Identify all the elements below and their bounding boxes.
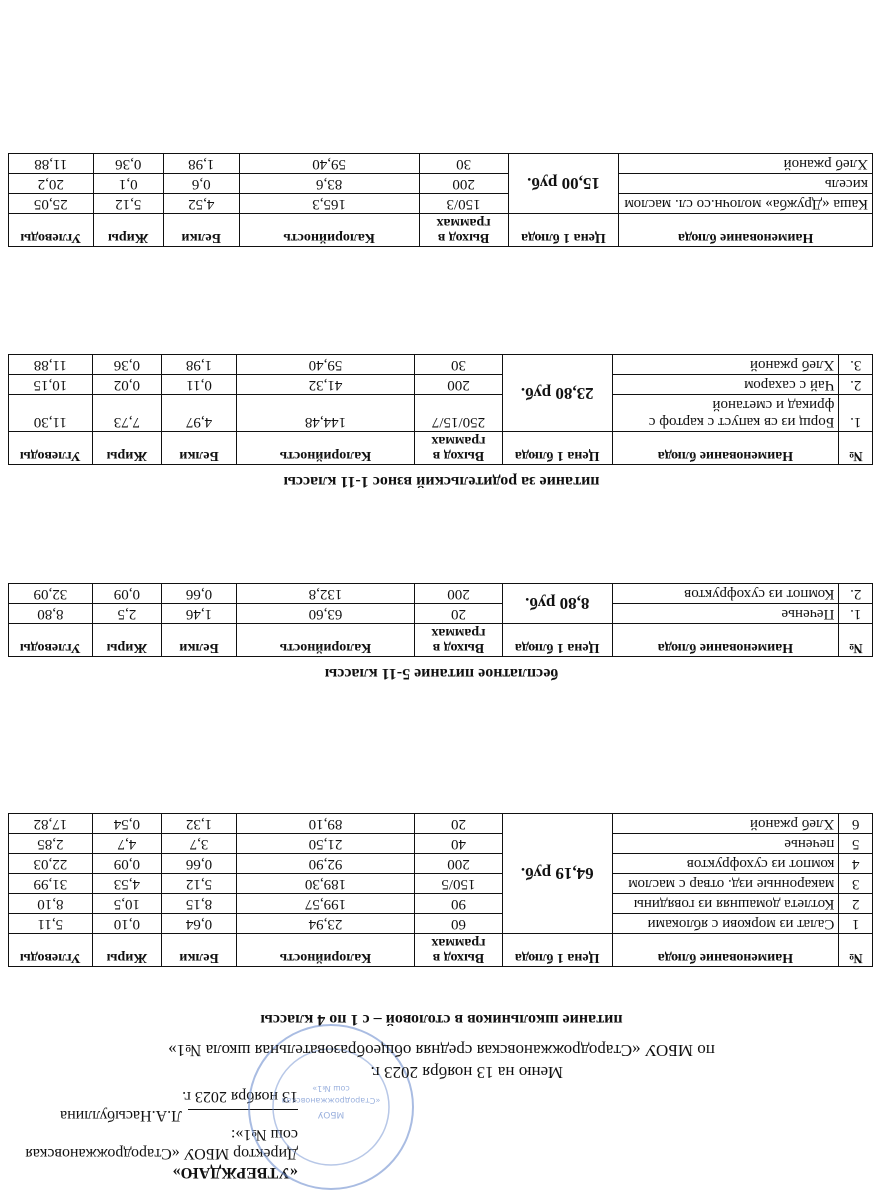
cell-carbs: 10,15 [9,375,93,395]
cell-output: 40 [414,834,502,854]
cell-fats: 0,54 [92,814,161,834]
svg-text:«Стародрожжановская: «Стародрожжановская [281,1096,381,1105]
col-calories: Калорийность [239,214,419,247]
approval-title: «УТВЕРЖДАЮ» [172,1164,298,1181]
cell-calories: 132,8 [236,584,414,604]
cell-price: 8,80 руб. [502,584,612,624]
col-fats: Жиры [92,934,161,967]
cell-proteins: 8,15 [162,894,237,914]
cell-dish: Печенье [612,604,839,624]
svg-text:сош №1»: сош №1» [312,1084,350,1093]
cell-carbs: 8,10 [9,894,93,914]
table-row [9,874,873,894]
cell-fats: 4,7 [92,834,161,854]
cell-fats: 4,53 [92,874,161,894]
cell-calories: 41,32 [236,375,414,395]
table-row [9,355,873,375]
table-header-row [9,624,873,657]
cell-fats: 0,36 [92,355,161,375]
col-fats: Жиры [92,624,161,657]
cell-output: 200 [419,174,508,194]
table-header-row [9,934,873,967]
table-row [9,194,873,214]
cell-fats: 0,10 [92,914,161,934]
table-row [9,894,873,914]
col-proteins: Белки [163,214,239,247]
cell-carbs: 22,03 [9,854,93,874]
approval-date: 13 ноября 2023 г. [182,1088,298,1105]
menu-table-breakfast [8,153,873,247]
cell-calories: 59,40 [239,154,419,174]
cell-proteins: 1,32 [162,814,237,834]
cell-output: 20 [414,604,502,624]
cell-output: 30 [414,355,502,375]
col-carbs: Углеводы [9,432,93,465]
table-row [9,395,873,432]
cell-calories: 92,90 [236,854,414,874]
cell-dish: Борщ из св капуст с картоф с фрикад и сметаной [612,395,839,432]
cell-carbs: 5,11 [9,914,93,934]
cell-dish: Каша «Дружба» молочн.со сл. маслом [619,194,873,214]
cell-calories: 63,60 [236,604,414,624]
col-number: № [839,624,873,657]
cell-proteins: 0,6 [163,174,239,194]
cell-dish: кисель [619,174,873,194]
col-carbs: Углеводы [9,214,94,247]
col-number: № [839,934,873,967]
cell-output: 150/5 [414,874,502,894]
col-output: Выход в граммах [414,624,502,657]
cell-carbs: 20,2 [9,174,94,194]
col-output: Выход в граммах [419,214,508,247]
cell-output: 150/3 [419,194,508,214]
cell-fats: 10,5 [92,894,161,914]
cell-fats: 0,09 [92,854,161,874]
cell-fats: 0,1 [93,174,163,194]
cell-no: 3 [839,874,873,894]
cell-dish: Котлета домашняя из говядины [612,894,839,914]
table-row [9,604,873,624]
table-header-row [9,432,873,465]
cell-calories: 89,10 [236,814,414,834]
col-price: Цена 1 блюда [508,214,619,247]
col-output: Выход в граммах [414,432,502,465]
section-title-1-4: питание школьников в столовой – с 1 по 4 классы [260,1011,623,1028]
table-row [9,914,873,934]
cell-output: 250/15/7 [414,395,502,432]
menu-date: Меню на 13 ноября 2023 г. [370,1063,563,1082]
cell-no: 2. [839,375,873,395]
col-fats: Жиры [92,432,161,465]
cell-calories: 189,30 [236,874,414,894]
cell-calories: 199,57 [236,894,414,914]
cell-carbs: 2,85 [9,834,93,854]
table-header-row [9,214,873,247]
cell-no: 3. [839,355,873,375]
cell-dish: компот из сухофруктов [612,854,839,874]
cell-no: 6 [839,814,873,834]
cell-dish: Чай с сахаром [612,375,839,395]
cell-carbs: 11,30 [9,395,93,432]
cell-dish: печенье [612,834,839,854]
col-calories: Калорийность [236,432,414,465]
cell-calories: 21,50 [236,834,414,854]
cell-proteins: 1,46 [162,604,237,624]
svg-text:МБОУ: МБОУ [317,1109,345,1119]
cell-no: 2. [839,584,873,604]
col-price: Цена 1 блюда [502,432,612,465]
col-price: Цена 1 блюда [502,934,612,967]
col-dish-name: Наименование блюда [612,624,839,657]
cell-no: 5 [839,834,873,854]
col-number: № [839,432,873,465]
cell-fats: 7,73 [92,395,161,432]
col-fats: Жиры [93,214,163,247]
cell-no: 4 [839,854,873,874]
cell-output: 200 [414,375,502,395]
cell-fats: 0,09 [92,584,161,604]
cell-carbs: 11,88 [9,154,94,174]
cell-price: 64,19 руб. [502,814,612,934]
cell-calories: 59,40 [236,355,414,375]
col-proteins: Белки [162,934,237,967]
cell-proteins: 4,52 [163,194,239,214]
cell-carbs: 8,80 [9,604,93,624]
cell-fats: 5,12 [93,194,163,214]
cell-proteins: 3,7 [162,834,237,854]
section-title-parent-fee: питание за родительский взнос 1-11 классы [283,473,600,490]
table-row [9,814,873,834]
col-calories: Калорийность [236,624,414,657]
table-row [9,154,873,174]
cell-calories: 83,6 [239,174,419,194]
col-proteins: Белки [162,624,237,657]
col-carbs: Углеводы [9,624,93,657]
cell-dish: Хлеб ржаной [619,154,873,174]
col-proteins: Белки [162,432,237,465]
cell-no: 2 [839,894,873,914]
cell-carbs: 11,88 [9,355,93,375]
cell-output: 20 [414,814,502,834]
cell-dish: Хлеб ржаной [612,355,839,375]
cell-carbs: 31,99 [9,874,93,894]
cell-proteins: 5,12 [162,874,237,894]
col-output: Выход в граммах [414,934,502,967]
cell-fats: 0,36 [93,154,163,174]
cell-calories: 165,3 [239,194,419,214]
cell-no: 1. [839,604,873,624]
col-price: Цена 1 блюда [502,624,612,657]
cell-proteins: 1,98 [163,154,239,174]
school-title: по МБОУ «Стародрожжановская средняя общеобразовательная школа №1» [168,1041,715,1060]
cell-carbs: 25,05 [9,194,94,214]
table-row [9,854,873,874]
cell-no: 1. [839,395,873,432]
table-row [9,584,873,604]
cell-carbs: 32,09 [9,584,93,604]
cell-fats: 0,02 [92,375,161,395]
approval-signer: Л.А.Насыбуллина [60,1107,182,1124]
cell-price: 23,80 руб. [502,355,612,432]
menu-table-free-5-11 [8,583,873,657]
table-row [9,834,873,854]
approval-director: Директор МБОУ «Стародрожжановская сош №1»: [25,1126,298,1162]
cell-price: 15,00 руб. [508,154,619,214]
cell-output: 90 [414,894,502,914]
cell-output: 200 [414,584,502,604]
col-carbs: Углеводы [9,934,93,967]
cell-no: 1 [839,914,873,934]
col-calories: Калорийность [236,934,414,967]
cell-fats: 2,5 [92,604,161,624]
cell-proteins: 1,98 [162,355,237,375]
cell-proteins: 0,64 [162,914,237,934]
cell-proteins: 0,66 [162,584,237,604]
col-dish-name: Наименование блюда [619,214,873,247]
cell-proteins: 4,97 [162,395,237,432]
col-dish-name: Наименование блюда [612,432,839,465]
cell-calories: 144,48 [236,395,414,432]
cell-output: 30 [419,154,508,174]
cell-proteins: 0,66 [162,854,237,874]
section-title-free-5-11: бесплатное питание 5-11 классы [324,665,559,682]
cell-dish: макаронные изд. отвар с маслом [612,874,839,894]
cell-proteins: 0,11 [162,375,237,395]
cell-dish: Хлеб ржаной [612,814,839,834]
cell-calories: 23,94 [236,914,414,934]
menu-table-1-4 [8,813,873,967]
menu-table-parent-fee [8,354,873,465]
col-dish-name: Наименование блюда [612,934,839,967]
cell-output: 200 [414,854,502,874]
cell-dish: Компот из сухофруктов [612,584,839,604]
cell-output: 60 [414,914,502,934]
cell-carbs: 17,82 [9,814,93,834]
cell-dish: Салат из моркови с яблоками [612,914,839,934]
table-row [9,174,873,194]
table-row [9,375,873,395]
